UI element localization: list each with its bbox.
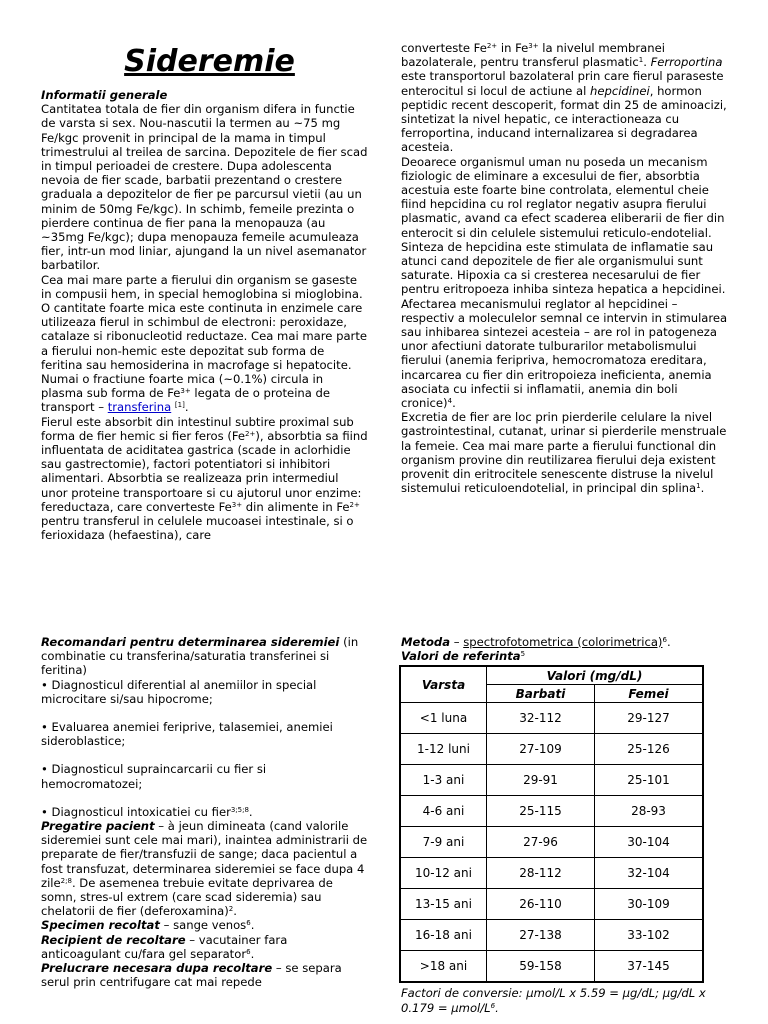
cell-age: 1-12 luni xyxy=(400,734,487,765)
cell-women: 25-101 xyxy=(595,765,704,796)
section-heading: Informatii generale xyxy=(41,88,168,102)
cell-age: 7-9 ani xyxy=(400,827,487,858)
cell-age: 16-18 ani xyxy=(400,920,487,951)
method-column xyxy=(401,635,731,1015)
specimen: Specimen recoltat – sange venos$^6$. xyxy=(41,918,255,933)
paragraph-hepcidin: Deoarece organismul uman nu poseda un mecanism fiziologic de eliminare a excesului de fier, absorbtia acestuia este foarte bine controlata, elementul cheie fiind hepcidina cu rol reglator negativ asupra fierului plasmatic, avand ca efect scaderea eliberarii de fier din enterocit si din celulele sistemului reticulo-endotelial. Sinteza de hepcidina este stimulata de inflamatie sau atunci cand depozitele de fier ale organismului sunt saturate. Hipoxia ca si cresterea necesarului de fier pentru eritropoeza inhiba sinteza hepatica a hepcidinei. Afectarea mecanismului reglator al hepcidinei – respectiv a moleculelor semnal ce intervin in stimularea sau inhibarea sintezei acesteia – are rol in patogeneza unor afectiuni datorate tulburarilor metabolismului fierului (anemia feripriva, hemocromatoza ereditara, incarcarea cu fier din eritropoieza ineficienta, anemia asociata cu infectii si inflamatii, anemia din boli cronice)$^4$. xyxy=(401,154,728,411)
cell-age: 10-12 ani xyxy=(400,858,487,889)
cell-women: 28-93 xyxy=(595,796,704,827)
cell-men: 28-112 xyxy=(487,858,595,889)
paragraph-excretion: Excretia de fier are loc prin pierderile celulare la nivel gastrointestinal, cutanat, urinar si pierderile menstruale la femeie. Cea mai mare parte a fierului functional din organism provine din reutilizarea fierului deja existent provenit din eritrocitele senescente distruse la nivelul sistemului reticuloendotelial, in principal din splina$^1$. xyxy=(401,410,727,496)
page-title: Sideremie xyxy=(124,44,295,79)
cell-women: 30-104 xyxy=(595,827,704,858)
table-row xyxy=(400,858,703,889)
paragraph-iron-distribution: Cea mai mare parte a fierului din organism se gaseste in compusii hem, in special hemoglobina si mioglobina. O cantitate foarte mica este continuta in enzimele care utilizeaza fierul in schimbul de electroni: peroxidaze, catalaze si ribonucleotid reductaze. Cea mai mare parte a fierului non-hemic este depozitat sub forma de feritina sau hemosiderina in macrofage si hepatocite. Numai o fractiune foarte mica (~0.1%) circula in plasma sub forma de $Fe^{3+}$ legata de o proteina de transport – transferina [1]. xyxy=(41,272,368,415)
method-line: Metoda – spectrofotometrica (colorimetrica)$^6$. xyxy=(401,635,671,649)
bullet-item: • Evaluarea anemiei feriprive, talasemiei, anemiei sideroblastice; xyxy=(41,720,333,749)
cell-age: 13-15 ani xyxy=(400,889,487,920)
table-row xyxy=(400,765,703,796)
col-header-age: Varsta xyxy=(400,666,487,703)
cell-women: 29-127 xyxy=(595,703,704,734)
cell-men: 59-158 xyxy=(487,951,595,983)
collection-container: Recipient de recoltare – vacutainer fara anticoagulant cu/fara gel separator$^6$. xyxy=(41,932,288,961)
table-row xyxy=(400,889,703,920)
cell-men: 32-112 xyxy=(487,703,595,734)
conversion-factors: Factori de conversie: µmol/L x 5.59 = µg/dL; µg/dL x 0.179 = µmol/$L^6$. xyxy=(401,986,706,1015)
cell-women: 37-145 xyxy=(595,951,704,983)
cell-age: >18 ani xyxy=(400,951,487,983)
col-header-men: Barbati xyxy=(487,685,595,703)
cell-men: 27-138 xyxy=(487,920,595,951)
right-column xyxy=(401,41,731,496)
table-row xyxy=(400,951,703,983)
processing: Prelucrare necesara dupa recoltare – se separa serul prin centrifugare cat mai repede xyxy=(41,961,342,990)
transferina-link[interactable]: transferina xyxy=(107,400,172,415)
patient-preparation: Pregatire pacient – à jeun dimineata (cand valorile sideremiei sunt cele mai mari), inaintea administrarii de preparate de fier/transfuzii de sange; daca pacientul a fost transfuzat, determinarea sideremiei se face dupa 4 zile$^{2;8}$. De asemenea trebuie evitate deprivarea de somn, stres-ul extrem (care scad sideremia) sau chelatorii de fier (deferoxamina)$^2$. xyxy=(41,819,368,919)
col-header-group: Valori (mg/dL) xyxy=(487,666,704,685)
cell-men: 25-115 xyxy=(487,796,595,827)
reference-values-label: Valori de referinta$^5$ xyxy=(401,649,526,664)
cell-men: 26-110 xyxy=(487,889,595,920)
bullet-item: • Diagnosticul diferential al anemiilor in special microcitare si/sau hipocrome; xyxy=(41,677,317,706)
table-row xyxy=(400,920,703,951)
paragraph-absorption: Fierul este absorbit din intestinul subtire proximal sub forma de fier hemic si fier feros $(Fe^{2+})$, absorbtia sa fiind influentata de aciditatea gastrica (scade in aclorhidie sau gastrectomie), factori potentiatori si inhibitori alimentari. Absorbtia se realizeaza prin intermediul unor proteine transportoare si cu ajutorul unor enzime: fereductaza, care converteste $Fe^{3+}$ din alimente in $Fe^{2+}$ pentru transferul in celulele mucoasei intestinale, si o ferioxidaza (hefaestina), care xyxy=(41,414,368,543)
cell-men: 29-91 xyxy=(487,765,595,796)
table-row xyxy=(400,796,703,827)
cell-age: 1-3 ani xyxy=(400,765,487,796)
table-row xyxy=(400,734,703,765)
table-row xyxy=(400,703,703,734)
cell-age: <1 luna xyxy=(400,703,487,734)
cell-women: 32-104 xyxy=(595,858,704,889)
recommendations-heading: Recomandari pentru determinarea sideremiei (in combinatie cu transferina/saturatia transferinei si feritina) xyxy=(41,635,359,678)
paragraph-ferroportin: converteste $Fe^{2+}$ in $Fe^{3+}$ la nivelul membranei bazolaterale, pentru transferul plasmatic$^1$. Ferroportina este transportorul bazolateral prin care fierul paraseste enterocitul si locul de actiune al hepcidinei, hormon peptidic recent descoperit, format din 25 de aminoacizi, sintetizat la nivel hepatic, ce interactioneaza cu ferroportina, inducand internalizarea si degradarea acesteia. xyxy=(401,41,727,155)
table-row xyxy=(400,827,703,858)
reference-table xyxy=(399,665,704,983)
col-header-women: Femei xyxy=(595,685,704,703)
paragraph-general: Cantitatea totala de fier din organism difera in functie de varsta si sex. Nou-nascutii la termen au ~75 mg Fe/kgc provenit in principal de la mama in timpul trimestrului al treilea de sarcina. Depozitele de fier scad in timpul perioadei de crestere. Dupa adolescenta nevoia de fier scade, barbatii prezentand o crestere graduala a depozitelor de fier pe parcursul vietii (au un minim de 50mg Fe/kgc). In schimb, femeile prezinta o pierdere continua de fier pana la menopauza (au ~35mg Fe/kgc); dupa menopauza femeile acumuleaza fier, intr-un mod liniar, ajungand la un nivel asemanator barbatilor. xyxy=(41,102,368,273)
left-column xyxy=(41,44,368,543)
cell-men: 27-109 xyxy=(487,734,595,765)
cell-women: 25-126 xyxy=(595,734,704,765)
bullet-item: • Diagnosticul supraincarcarii cu fier si hemocromatozei; xyxy=(41,762,267,791)
bullet-item: • Diagnosticul intoxicatiei cu fier$^{3;5;8}$. xyxy=(41,804,253,819)
recommendations-column xyxy=(41,635,368,989)
cell-women: 33-102 xyxy=(595,920,704,951)
cell-age: 4-6 ani xyxy=(400,796,487,827)
cell-men: 27-96 xyxy=(487,827,595,858)
cell-women: 30-109 xyxy=(595,889,704,920)
